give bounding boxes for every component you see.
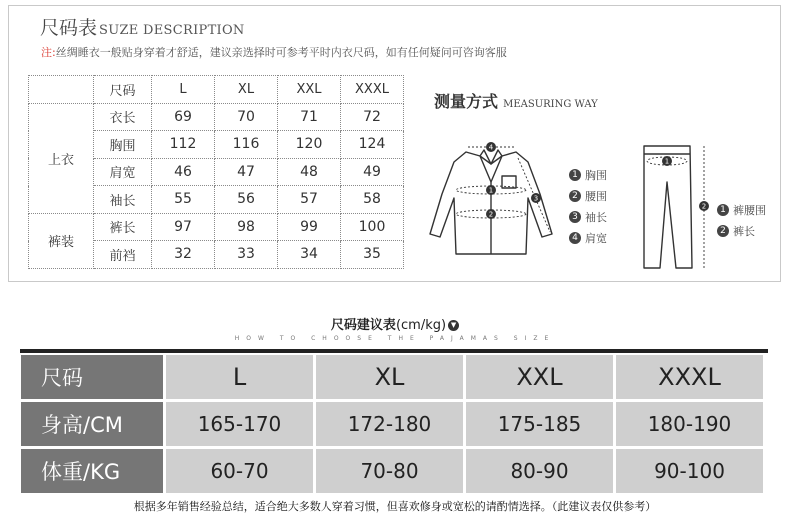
legend-item <box>569 227 607 248</box>
table-row <box>21 402 769 446</box>
table-cell: 72 <box>341 103 404 131</box>
table-cell: 98 <box>215 213 278 241</box>
size-table <box>28 75 404 269</box>
table-cell: 47 <box>215 158 278 186</box>
recommend-size-xxxl: XXXL <box>616 355 763 399</box>
table-cell: 49 <box>341 158 404 186</box>
table-cell: 97 <box>152 213 215 241</box>
table-cell: 48 <box>278 158 341 186</box>
number-1-icon: 1 <box>569 169 581 181</box>
table-cell: 71 <box>278 103 341 131</box>
measuring-title-en: MEASURING WAY <box>503 99 598 110</box>
table-row <box>29 103 404 131</box>
legend-item <box>569 185 607 206</box>
table-cell: 69 <box>152 103 215 131</box>
row-label-height: 身高/CM <box>21 402 163 446</box>
table-cell: 34 <box>278 241 341 269</box>
title-en: SUZE DESCRIPTION <box>99 23 245 38</box>
recommend-unit: (cm/kg) <box>395 318 447 333</box>
table-cell: 46 <box>152 158 215 186</box>
legend-label: 裤腰围 <box>733 203 766 217</box>
title-cn: 尺码表 <box>40 17 98 39</box>
table-cell: 120 <box>278 131 341 159</box>
recommend-title <box>0 314 790 333</box>
note-text: 丝绸睡衣一般贴身穿着才舒适，建议亲选择时可参考平时内衣尺码，如有任何疑问可咨询客服 <box>55 46 507 59</box>
table-cell: 90-100 <box>616 449 763 493</box>
svg-text:4: 4 <box>488 143 494 152</box>
recommend-size-xl: XL <box>316 355 463 399</box>
size-table-size-l: L <box>152 76 215 104</box>
number-4-icon: 4 <box>569 232 581 244</box>
size-note <box>41 44 507 60</box>
table-cell: 35 <box>341 241 404 269</box>
legend-label: 肩宽 <box>585 231 607 245</box>
group-label-top: 上衣 <box>29 103 94 213</box>
legend-label: 裤长 <box>733 224 755 238</box>
recommend-size-xxl: XXL <box>466 355 613 399</box>
recommend-size-l: L <box>166 355 313 399</box>
row-label: 胸围 <box>94 131 152 159</box>
recommend-header-label: 尺码 <box>21 355 163 399</box>
table-cell: 112 <box>152 131 215 159</box>
size-chart-title <box>40 13 245 40</box>
table-cell: 33 <box>215 241 278 269</box>
size-table-corner <box>29 76 94 104</box>
recommend-table <box>21 355 769 496</box>
row-label: 裤长 <box>94 213 152 241</box>
size-table-size-xl: XL <box>215 76 278 104</box>
measuring-title-cn: 测量方式 <box>434 92 499 111</box>
table-cell: 80-90 <box>466 449 613 493</box>
table-row <box>21 355 769 399</box>
table-cell: 57 <box>278 186 341 214</box>
table-cell: 175-185 <box>466 402 613 446</box>
svg-text:1: 1 <box>664 157 670 166</box>
size-table-size-xxxl: XXXL <box>341 76 404 104</box>
table-row <box>21 449 769 493</box>
legend-label: 胸围 <box>585 168 607 182</box>
table-cell: 124 <box>341 131 404 159</box>
legend-item <box>569 206 607 227</box>
pants-legend <box>717 199 766 241</box>
number-2-icon: 2 <box>717 225 729 237</box>
table-cell: 32 <box>152 241 215 269</box>
shirt-diagram-icon <box>426 134 566 256</box>
svg-text:1: 1 <box>488 186 494 195</box>
table-row <box>29 213 404 241</box>
legend-item <box>717 199 766 220</box>
size-table-header-label: 尺码 <box>94 76 152 104</box>
table-cell: 55 <box>152 186 215 214</box>
recommend-title-text: 尺码建议表 <box>330 318 396 333</box>
svg-text:2: 2 <box>488 210 494 219</box>
divider <box>20 349 768 353</box>
group-label-pants: 裤装 <box>29 213 94 268</box>
legend-label: 腰围 <box>585 189 607 203</box>
row-label: 肩宽 <box>94 158 152 186</box>
svg-text:3: 3 <box>533 194 539 203</box>
legend-item <box>717 220 766 241</box>
table-cell: 99 <box>278 213 341 241</box>
row-label: 前裆 <box>94 241 152 269</box>
size-table-header-row <box>29 76 404 104</box>
table-cell: 58 <box>341 186 404 214</box>
shirt-legend <box>569 164 607 248</box>
table-cell: 165-170 <box>166 402 313 446</box>
table-cell: 172-180 <box>316 402 463 446</box>
number-3-icon: 3 <box>569 211 581 223</box>
row-label: 衣长 <box>94 103 152 131</box>
table-cell: 60-70 <box>166 449 313 493</box>
recommend-subtitle: HOW TO CHOOSE THE PAJAMAS SIZE <box>234 335 556 342</box>
row-label-weight: 体重/KG <box>21 449 163 493</box>
size-table-size-xxl: XXL <box>278 76 341 104</box>
pants-diagram-icon <box>636 142 716 272</box>
table-cell: 56 <box>215 186 278 214</box>
table-cell: 116 <box>215 131 278 159</box>
legend-item <box>569 164 607 185</box>
table-cell: 100 <box>341 213 404 241</box>
table-cell: 70 <box>215 103 278 131</box>
row-label: 袖长 <box>94 186 152 214</box>
legend-label: 袖长 <box>585 210 607 224</box>
number-1-icon: 1 <box>717 204 729 216</box>
table-cell: 180-190 <box>616 402 763 446</box>
footer-note: 根据多年销售经验总结，适合绝大多数人穿着习惯，但喜欢修身或宽松的请酌情选择。（此建议表仅供参考） <box>133 500 657 513</box>
chevron-down-icon: ▼ <box>448 320 459 331</box>
table-cell: 70-80 <box>316 449 463 493</box>
number-2-icon: 2 <box>569 190 581 202</box>
svg-text:2: 2 <box>701 202 707 211</box>
measuring-title <box>434 89 598 112</box>
note-prefix: 注: <box>41 46 56 59</box>
